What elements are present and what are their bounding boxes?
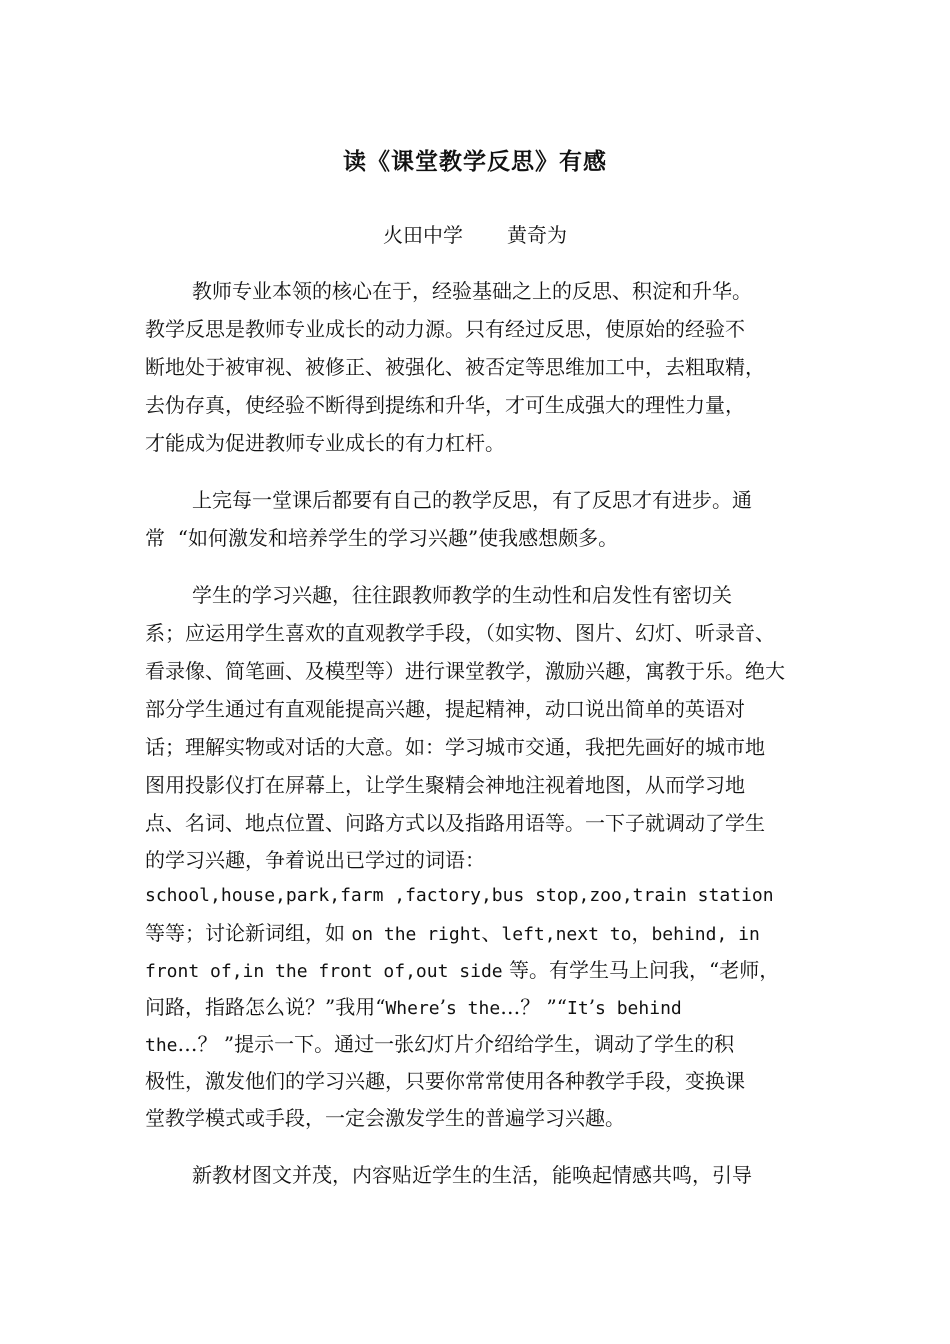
text-line: 新教材图文并茂，内容贴近学生的生活，能唤起情感共鸣，引导 — [192, 1163, 752, 1187]
text-line-vocabulary: school,house,park,farm ,factory,bus stop,zoo,train station — [145, 885, 774, 906]
text-line: 部分学生通过有直观能提高兴趣，提起精神，动口说出简单的英语对 — [145, 697, 745, 721]
document-title: 读《课堂教学反思》有感 — [343, 149, 607, 175]
byline — [0, 220, 950, 250]
text-line: 看录像、简笔画、及模型等）进行课堂教学，激励兴趣，寓教于乐。绝大 — [145, 659, 785, 683]
text-line: 学生的学习兴趣，往往跟教师教学的生动性和启发性有密切关 — [192, 583, 732, 607]
text-line: 去伪存真，使经验不断得到提练和升华，才可生成强大的理性力量， — [145, 393, 745, 417]
text-line: the…？ ”提示一下。通过一张幻灯片介绍给学生，调动了学生的积 — [145, 1032, 735, 1056]
text-line: front of,in the front of,out side 等。有学生马上问我，“老师， — [145, 958, 780, 982]
text-line: 上完每一堂课后都要有自己的教学反思，有了反思才有进步。通 — [192, 488, 752, 512]
text-line: 话；理解实物或对话的大意。如：学习城市交通，我把先画好的城市地 — [145, 735, 765, 759]
text-line: 问路，指路怎么说？”我用“Where’s the…？ ”“It’s behind — [145, 995, 682, 1019]
text-line: 等等；讨论新词组，如 on the right、left,next to，behind, in — [145, 921, 760, 945]
text-line: 断地处于被审视、被修正、被强化、被否定等思维加工中，去粗取精， — [145, 355, 765, 379]
text-line: 才能成为促进教师专业成长的有力杠杆。 — [145, 431, 505, 455]
text-line: 常 “如何激发和培养学生的学习兴趣”使我感想颇多。 — [145, 526, 619, 550]
text-line: 教学反思是教师专业成长的动力源。只有经过反思，使原始的经验不 — [145, 317, 745, 341]
text-line: 的学习兴趣，争着说出已学过的词语： — [145, 848, 485, 872]
text-line: 图用投影仪打在屏幕上，让学生聚精会神地注视着地图，从而学习地 — [145, 773, 745, 797]
text-line: 极性，激发他们的学习兴趣，只要你常常使用各种教学手段，变换课 — [145, 1069, 745, 1093]
school-name: 火田中学 — [383, 223, 463, 247]
text-line: 点、名词、地点位置、问路方式以及指路用语等。一下子就调动了学生 — [145, 811, 765, 835]
text-line: 系；应运用学生喜欢的直观教学手段，（如实物、图片、幻灯、听录音、 — [145, 621, 775, 645]
text-line: 堂教学模式或手段，一定会激发学生的普遍学习兴趣。 — [145, 1106, 625, 1130]
text-line: 教师专业本领的核心在于，经验基础之上的反思、积淀和升华。 — [192, 279, 752, 303]
author-name: 黄奇为 — [507, 223, 567, 247]
